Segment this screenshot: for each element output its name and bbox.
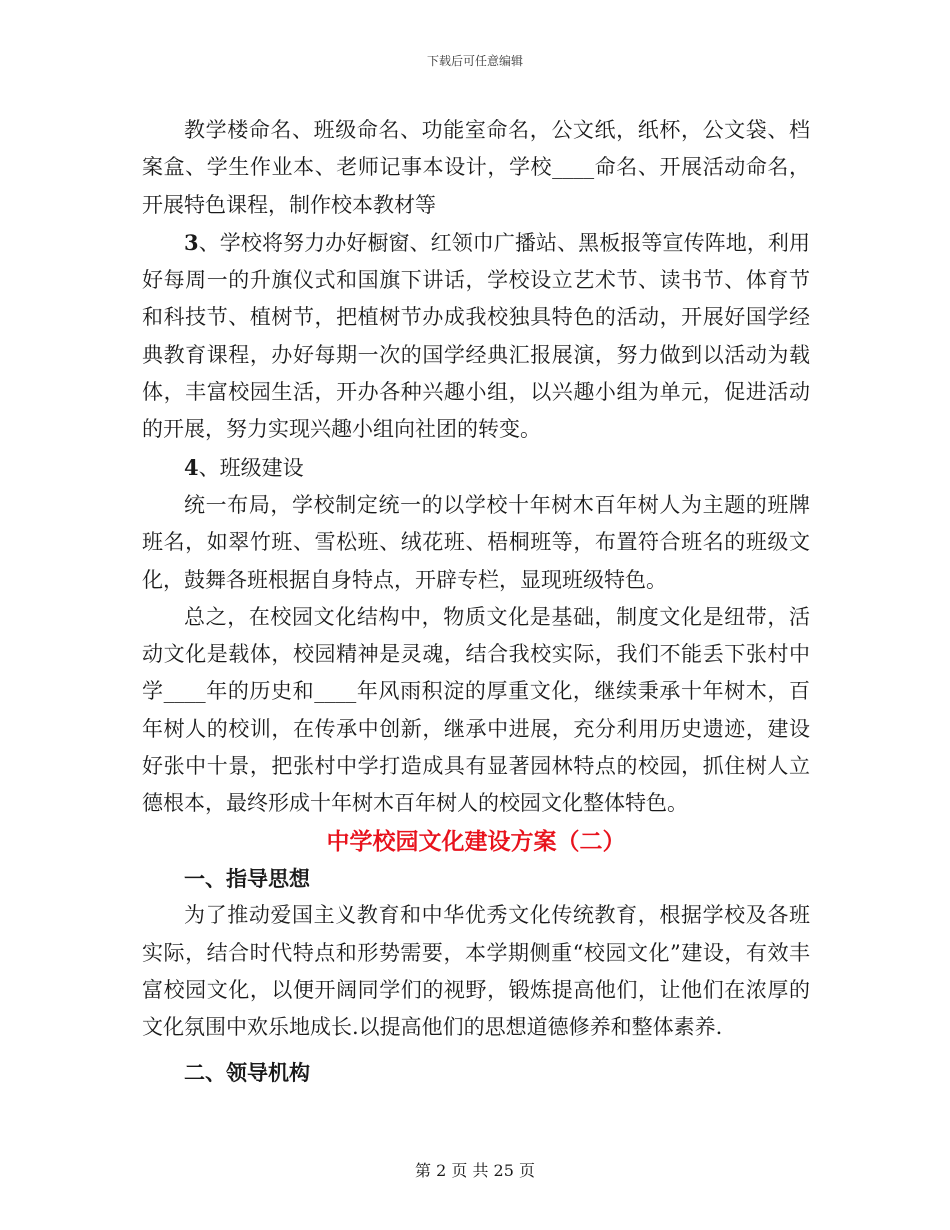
paragraph-class-building-heading [142, 449, 810, 487]
paragraph-summary: 总之，在校园文化结构中，物质文化是基础，制度文化是纽带，活动文化是载体，校园精神是灵魂，结合我校实际，我们不能丢下张村中学____年的历史和____年风雨积淀的厚重文化，继续秉承十年树木，百年树人的校训，在传承中创新，继承中进展，充分利用历史遗迹，建设好张中十景，把张村中学打造成具有显著园林特点的校园，抓住树人立德根本，最终形成十年树木百年树人的校园文化整体特色。 [142, 604, 810, 816]
paragraph-publicity [142, 224, 810, 449]
item-number-4: 4 [184, 454, 199, 480]
heading-leadership: 二、领导机构 [184, 1060, 310, 1086]
section-title: 中学校园文化建设方案（二） [326, 827, 626, 855]
paragraph-naming: 教学楼命名、班级命名、功能室命名，公文纸，纸杯，公文袋、档案盒、学生作业本、老师记事本设计，学校____命名、开展活动命名，开展特色课程，制作校本教材等 [142, 118, 810, 217]
paragraph-class-layout: 统一布局，学校制定统一的以学校十年树木百年树人为主题的班牌班名，如翠竹班、雪松班、绒花班、梧桐班等，布置符合班名的班级文化，鼓舞各班根据自身特点，开辟专栏，显现班级特色。 [142, 492, 810, 592]
item-number-3: 3 [184, 229, 199, 255]
paragraph-publicity-text: 、学校将努力办好橱窗、红领巾广播站、黑板报等宣传阵地，利用好每周一的升旗仪式和国旗下讲话，学校设立艺术节、读书节、体育节和科技节、植树节，把植树节办成我校独具特色的活动，开展好国学经典教育课程，办好每期一次的国学经典汇报展演，努力做到以活动为载体，丰富校园生活，开办各种兴趣小组，以兴趣小组为单元，促进活动的开展，努力实现兴趣小组向社团的转变。 [142, 230, 810, 442]
document-body [142, 112, 810, 1092]
paragraph-guiding-ideology: 为了推动爱国主义教育和中华优秀文化传统教育，根据学校及各班实际，结合时代特点和形势需要，本学期侧重“校园文化”建设，有效丰富校园文化，以便开阔同学们的视野，锻炼提高他们，让他们在浓厚的文化氛围中欢乐地成长.以提高他们的思想道德修养和整体素养. [142, 903, 810, 1040]
class-building-heading-text: 、班级建设 [198, 455, 304, 480]
heading-guiding-ideology: 一、指导思想 [184, 865, 310, 891]
page-number: 第 2 页 共 25 页 [415, 1161, 535, 1180]
page-header: 下载后可任意编辑 [426, 54, 523, 68]
